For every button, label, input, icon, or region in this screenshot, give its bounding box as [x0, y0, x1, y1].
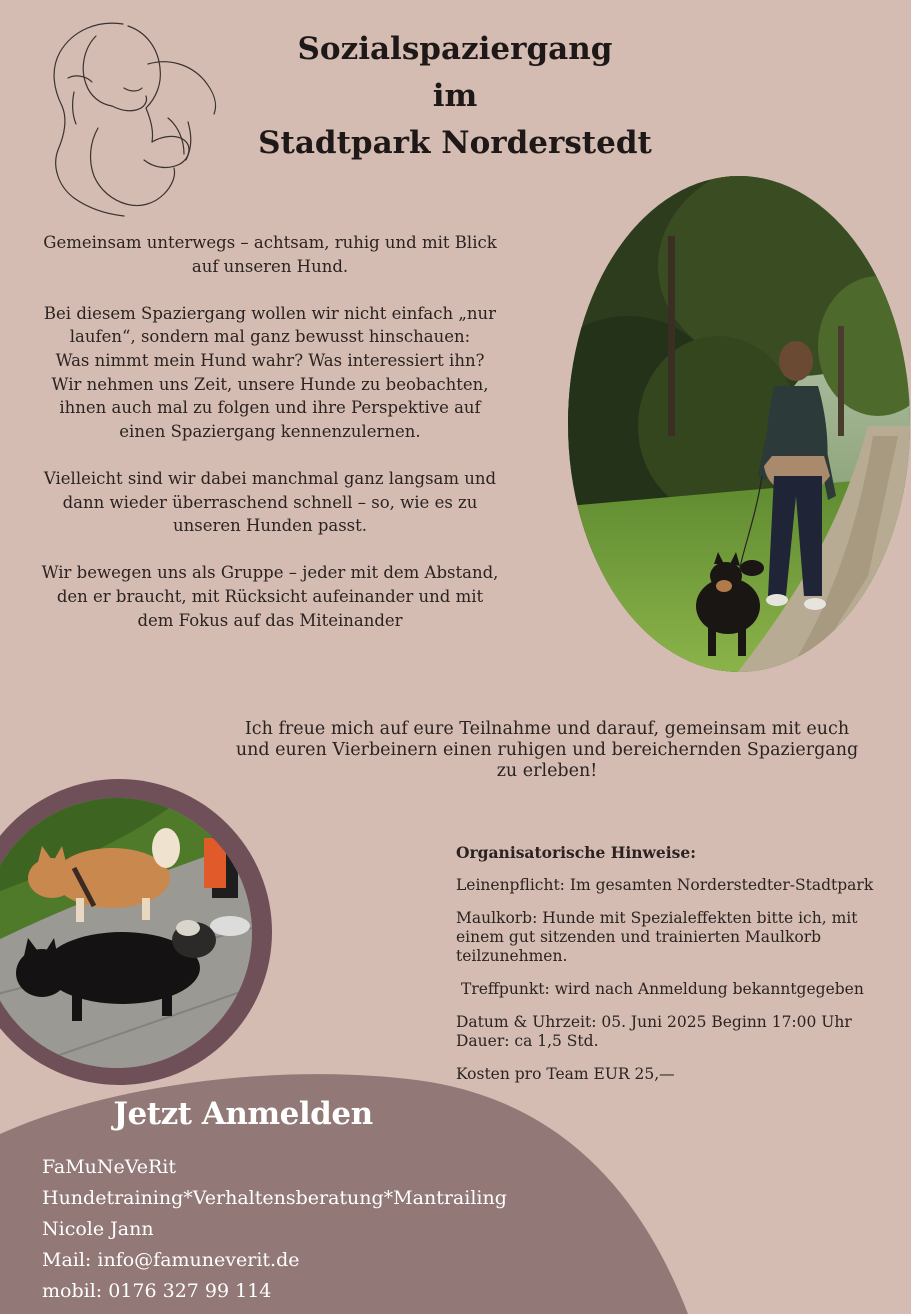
- note-cost: Kosten pro Team EUR 25,—: [456, 1065, 675, 1083]
- note-leash: Leinenpflicht: Im gesamten Norderstedter-Stadtpark: [456, 876, 874, 894]
- intro-paragraph-1: Gemeinsam unterwegs – achtsam, ruhig und mit Blick auf unseren Hund.: [43, 233, 497, 276]
- walking-photo: [568, 176, 910, 672]
- notes-heading: Organisatorische Hinweise:: [456, 843, 696, 862]
- intro-paragraph-3: Vielleicht sind wir dabei manchmal ganz langsam und dann wieder überraschend schnell – so, wie es zu unseren Hunden passt.: [43, 468, 497, 536]
- contact-mobile[interactable]: mobil: 0176 327 99 114: [42, 1280, 272, 1302]
- contact-name: Nicole Jann: [42, 1218, 154, 1240]
- note-date-time: Datum & Uhrzeit: 05. Juni 2025 Beginn 17:00 Uhr Dauer: ca 1,5 Std.: [456, 1013, 852, 1050]
- intro-paragraph-4: Wir bewegen uns als Gruppe – jeder mit dem Abstand, den er braucht, mit Rücksicht aufeinander und mit dem Fokus auf das Miteinander: [41, 563, 499, 630]
- intro-text: [30, 231, 510, 656]
- register-now-heading: Jetzt Anmelden: [113, 1096, 373, 1132]
- flyer-title: [255, 26, 655, 167]
- closing-statement: Ich freue mich auf eure Teilnahme und darauf, gemeinsam mit euch und euren Vierbeinern einen ruhigen und bereichernden Spaziergang zu erleben!: [235, 719, 859, 781]
- note-muzzle: Maulkorb: Hunde mit Spezialeffekten bitte ich, mit einem gut sitzenden und trainierten Maulkorb teilzunehmen.: [456, 909, 858, 965]
- contact-mail[interactable]: Mail: info@famuneverit.de: [42, 1249, 300, 1271]
- organisational-notes: [456, 843, 906, 1098]
- woman-and-dog-line-art-logo: [28, 18, 223, 223]
- title-line-2: im: [432, 78, 478, 114]
- title-line-3: Stadtpark Norderstedt: [258, 125, 652, 161]
- contact-details: [42, 1152, 602, 1307]
- company-name: FaMuNeVeRit: [42, 1156, 177, 1178]
- walking-photo-illustration: [568, 176, 910, 672]
- intro-paragraph-2: Bei diesem Spaziergang wollen wir nicht einfach „nur laufen“, sondern mal ganz bewusst hinschauen: Was nimmt mein Hund wahr? Was interessiert ihn? Wir nehmen uns Zeit, unsere Hunde zu beobachten, ihnen auch mal zu folgen und ihre Perspektive auf einen Spaziergang kennenzulernen.: [43, 303, 497, 441]
- note-meeting-point: Treffpunkt: wird nach Anmeldung bekanntgegeben: [461, 980, 864, 998]
- title-line-1: Sozialspaziergang: [297, 31, 613, 67]
- services-line: Hundetraining*Verhaltensberatung*Mantrailing: [42, 1187, 507, 1209]
